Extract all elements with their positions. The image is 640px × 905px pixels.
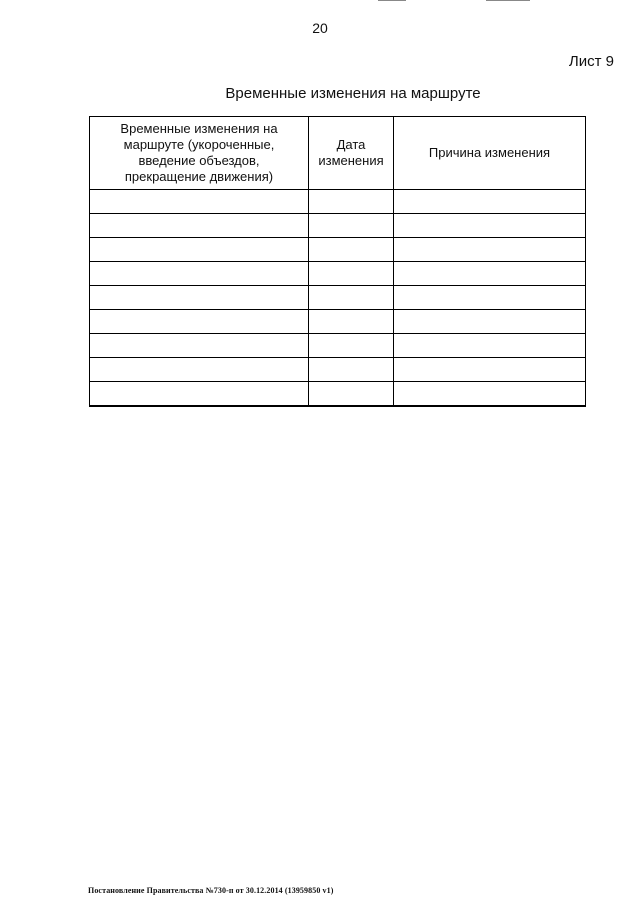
table-cell [309, 358, 394, 382]
changes-table-container [89, 116, 586, 407]
table-cell [90, 238, 309, 262]
header-temporary-changes-label: Временные изменения на маршруте (укороченные, введение объездов, прекращение движения) [120, 121, 278, 184]
table-row [90, 238, 586, 262]
table-cell [394, 214, 586, 238]
table-cell [90, 334, 309, 358]
table-cell [309, 238, 394, 262]
table-cell [90, 190, 309, 214]
table-cell [90, 382, 309, 407]
header-change-date [309, 117, 394, 190]
table-cell [394, 358, 586, 382]
table-cell [90, 262, 309, 286]
table-row [90, 262, 586, 286]
table-title: Временные изменения на маршруте [225, 85, 481, 102]
table-cell [309, 190, 394, 214]
table-cell [309, 214, 394, 238]
sheet-label: Лист 9 [568, 53, 614, 70]
table-cell [309, 382, 394, 407]
table-row [90, 286, 586, 310]
table-cell [394, 238, 586, 262]
table-cell [90, 310, 309, 334]
table-cell [90, 286, 309, 310]
page-number: 20 [312, 20, 328, 36]
table-row [90, 190, 586, 214]
changes-table [89, 116, 586, 407]
table-cell [309, 310, 394, 334]
table-cell [394, 262, 586, 286]
table-row [90, 334, 586, 358]
header-temporary-changes [90, 117, 309, 190]
header-change-reason-label: Причина изменения [428, 145, 551, 160]
table-cell [394, 382, 586, 407]
header-change-date-label: Дата изменения [318, 137, 384, 168]
table-cell [394, 190, 586, 214]
table-cell [90, 214, 309, 238]
table-header-row [90, 117, 586, 190]
table-row [90, 214, 586, 238]
header-change-reason [394, 117, 586, 190]
table-row [90, 382, 586, 407]
table-cell [394, 334, 586, 358]
table-row [90, 358, 586, 382]
table-cell [309, 286, 394, 310]
table-row [90, 310, 586, 334]
scan-artifact-line [486, 0, 530, 1]
table-cell [394, 310, 586, 334]
table-cell [90, 358, 309, 382]
footer-document-reference: Постановление Правительства №730-п от 30.12.2014 (13959850 v1) [88, 886, 334, 895]
table-cell [309, 334, 394, 358]
table-cell [394, 286, 586, 310]
scan-artifact-line [378, 0, 406, 1]
table-cell [309, 262, 394, 286]
